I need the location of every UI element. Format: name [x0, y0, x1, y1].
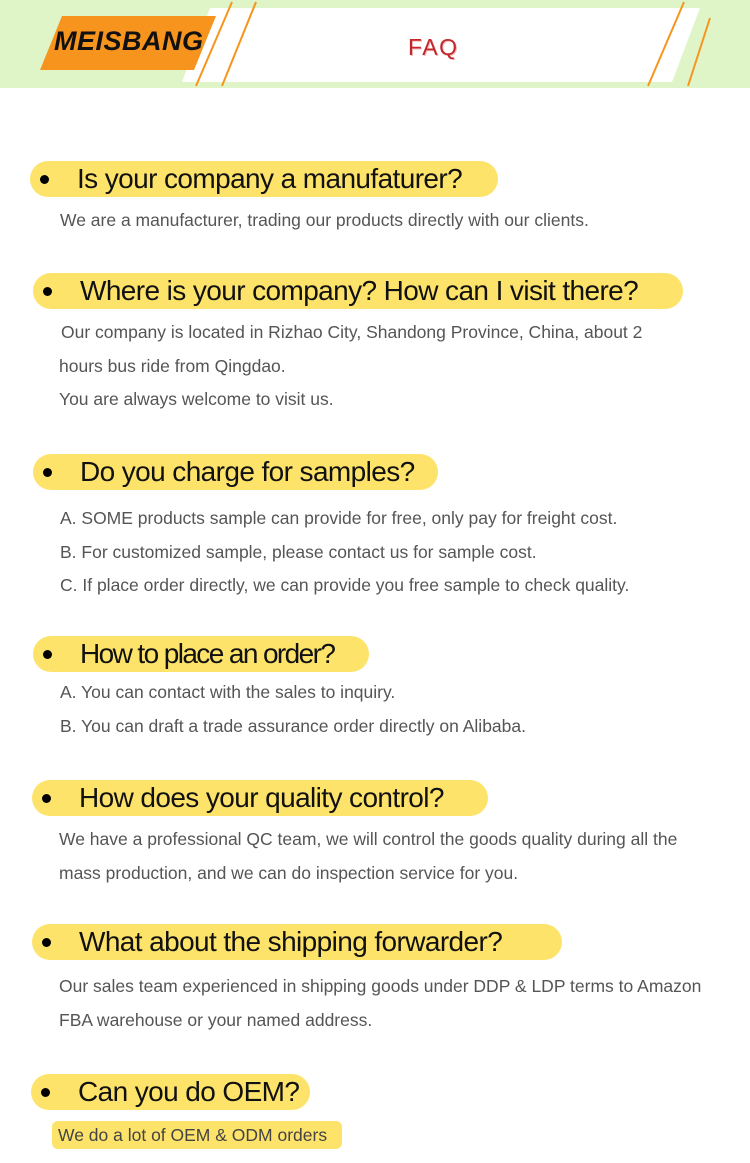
bullet-icon — [42, 794, 51, 803]
faq-question-4 — [33, 636, 369, 672]
faq-answer-line: We are a manufacturer, trading our products directly with our clients. — [60, 210, 589, 230]
faq-answer-line: We have a professional QC team, we will control the goods quality during all the — [59, 829, 678, 849]
faq-question-6 — [32, 924, 562, 960]
faq-answer-line: You are always welcome to visit us. — [59, 389, 334, 409]
question-text: What about the shipping forwarder? — [79, 926, 503, 957]
faq-answer-line: Our sales team experienced in shipping goods under DDP & LDP terms to Amazon — [59, 976, 702, 996]
faq-answer-line: B. You can draft a trade assurance order directly on Alibaba. — [60, 716, 526, 736]
bullet-icon — [42, 938, 51, 947]
page-title: FAQ — [408, 34, 459, 60]
bullet-icon — [43, 650, 52, 659]
faq-answer-line: B. For customized sample, please contact us for sample cost. — [60, 542, 537, 562]
faq-answer-line: hours bus ride from Qingdao. — [59, 356, 286, 376]
faq-answer-line: C. If place order directly, we can provide you free sample to check quality. — [60, 575, 630, 595]
question-text: Is your company a manufaturer? — [77, 163, 463, 194]
question-text: Do you charge for samples? — [80, 456, 415, 487]
faq-question-7 — [31, 1074, 310, 1110]
bullet-icon — [41, 1088, 50, 1097]
bullet-icon — [40, 175, 49, 184]
question-text: How to place an order? — [80, 638, 335, 669]
faq-question-3 — [33, 454, 438, 490]
question-text: Where is your company? How can I visit there? — [80, 275, 639, 306]
faq-question-5 — [32, 780, 488, 816]
bullet-icon — [43, 468, 52, 477]
faq-question-1 — [30, 161, 498, 197]
bullet-icon — [43, 287, 52, 296]
faq-answer-line: FBA warehouse or your named address. — [59, 1010, 373, 1030]
faq-answer-line: We do a lot of OEM & ODM orders — [58, 1125, 328, 1145]
question-text: Can you do OEM? — [78, 1076, 300, 1107]
question-text: How does your quality control? — [79, 782, 444, 813]
faq-question-2 — [33, 273, 683, 309]
faq-answer-line: A. You can contact with the sales to inquiry. — [60, 682, 396, 702]
faq-answer-line: Our company is located in Rizhao City, Shandong Province, China, about 2 — [61, 322, 643, 342]
faq-answer-line: A. SOME products sample can provide for free, only pay for freight cost. — [60, 508, 618, 528]
faq-answer-line: mass production, and we can do inspection service for you. — [59, 863, 519, 883]
brand-logo: MEISBANG — [54, 26, 204, 56]
